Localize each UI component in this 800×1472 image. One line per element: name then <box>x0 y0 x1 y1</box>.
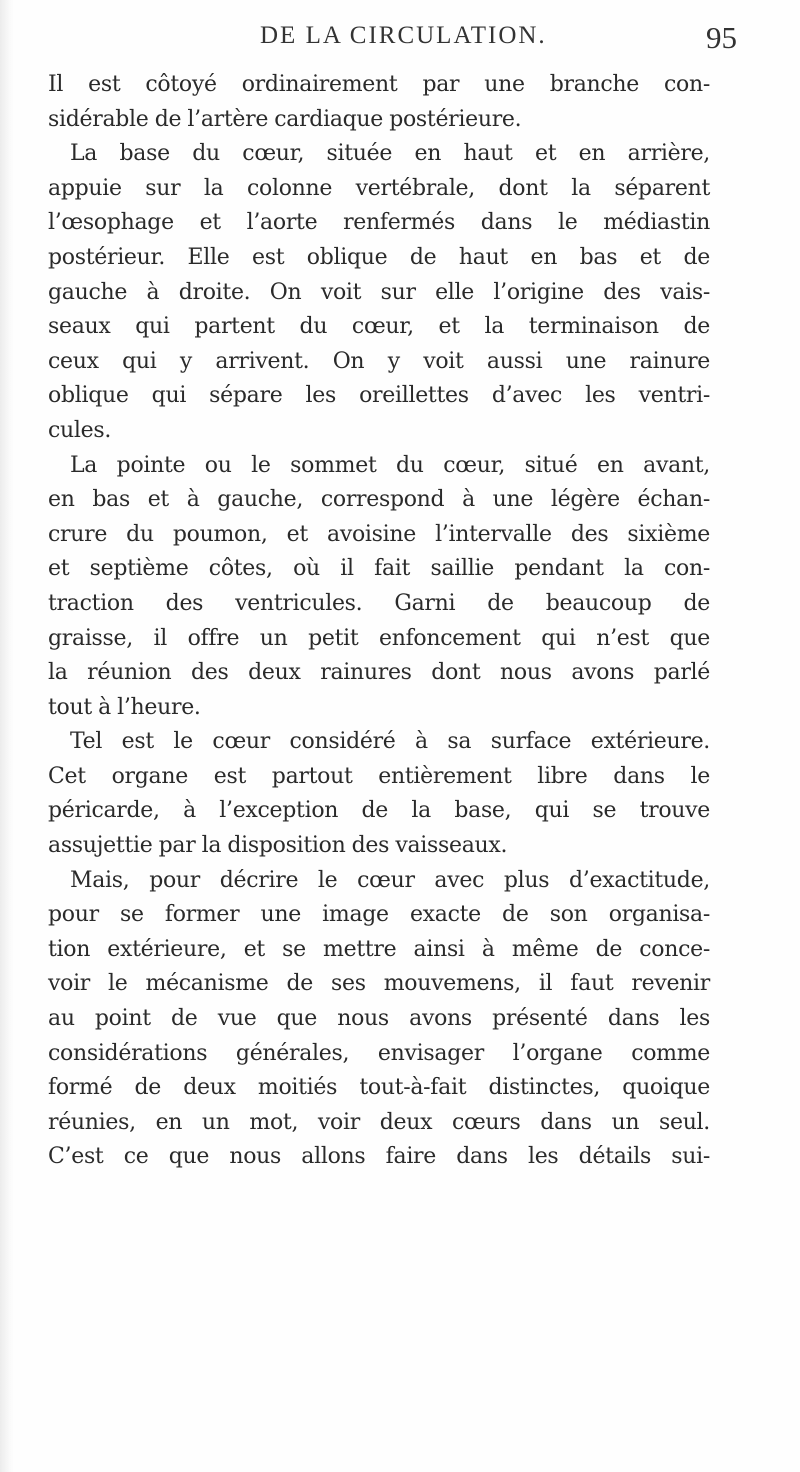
text-line: péricarde, à l’exception de la base, qui se trouve <box>48 798 710 824</box>
text-line: seaux qui partent du cœur, et la terminaison de <box>48 314 710 340</box>
text-line: pour se former une image exacte de son organisa- <box>48 902 710 928</box>
text-line: crure du poumon, et avoisine l’intervalle des sixième <box>48 521 710 547</box>
text-line: tion extérieure, et se mettre ainsi à même de conce- <box>48 936 710 962</box>
text-line: ceux qui y arrivent. On y voit aussi une rainure <box>48 348 710 374</box>
text-line: gauche à droite. On voit sur elle l’origine des vais- <box>48 279 710 305</box>
text-line: voir le mécanisme de ses mouvemens, il faut revenir <box>48 971 710 997</box>
text-line: Il est côtoyé ordinairement par une branche con- <box>48 72 710 97</box>
text-line: C’est ce que nous allons faire dans les détails sui- <box>48 1144 710 1170</box>
text-line: formé de deux moitiés tout-à-fait distinctes, quoique <box>48 1075 710 1101</box>
text-line: cules. <box>48 417 112 443</box>
body-text <box>48 68 710 1175</box>
text-line: tout à l’heure. <box>48 694 201 720</box>
text-line: postérieur. Elle est oblique de haut en bas et de <box>48 244 710 270</box>
text-line: au point de vue que nous avons présenté dans les <box>48 1006 710 1032</box>
text-line: La base du cœur, située en haut et en arrière, <box>70 141 710 167</box>
text-line: Tel est le cœur considéré à sa surface extérieure. <box>70 729 710 755</box>
page-number: 95 <box>706 20 737 55</box>
running-head: DE LA CIRCULATION. <box>260 22 547 49</box>
text-line: en bas et à gauche, correspond à une légère échan- <box>48 487 710 513</box>
binding-shadow <box>0 0 14 1472</box>
text-line: appuie sur la colonne vertébrale, dont la séparent <box>48 175 710 201</box>
text-line: réunies, en un mot, voir deux cœurs dans un seul. <box>48 1109 710 1135</box>
text-line: oblique qui sépare les oreillettes d’avec les ventri- <box>48 383 710 409</box>
text-line: et septième côtes, où il fait saillie pendant la con- <box>48 556 710 582</box>
text-line: la réunion des deux rainures dont nous avons parlé <box>48 660 710 686</box>
text-line: Mais, pour décrire le cœur avec plus d’exactitude, <box>70 867 710 893</box>
text-line: La pointe ou le sommet du cœur, situé en avant, <box>70 452 710 478</box>
text-line: traction des ventricules. Garni de beaucoup de <box>48 590 710 616</box>
text-line: sidérable de l’artère cardiaque postérieure. <box>48 106 522 132</box>
page-header <box>0 18 800 58</box>
text-line: considérations générales, envisager l’organe comme <box>48 1040 710 1066</box>
text-line: l’œsophage et l’aorte renfermés dans le médiastin <box>48 210 710 236</box>
text-line: Cet organe est partout entièrement libre dans le <box>48 763 710 789</box>
text-line: graisse, il offre un petit enfoncement qui n’est que <box>48 625 710 651</box>
text-line: assujettie par la disposition des vaisseaux. <box>48 833 508 859</box>
